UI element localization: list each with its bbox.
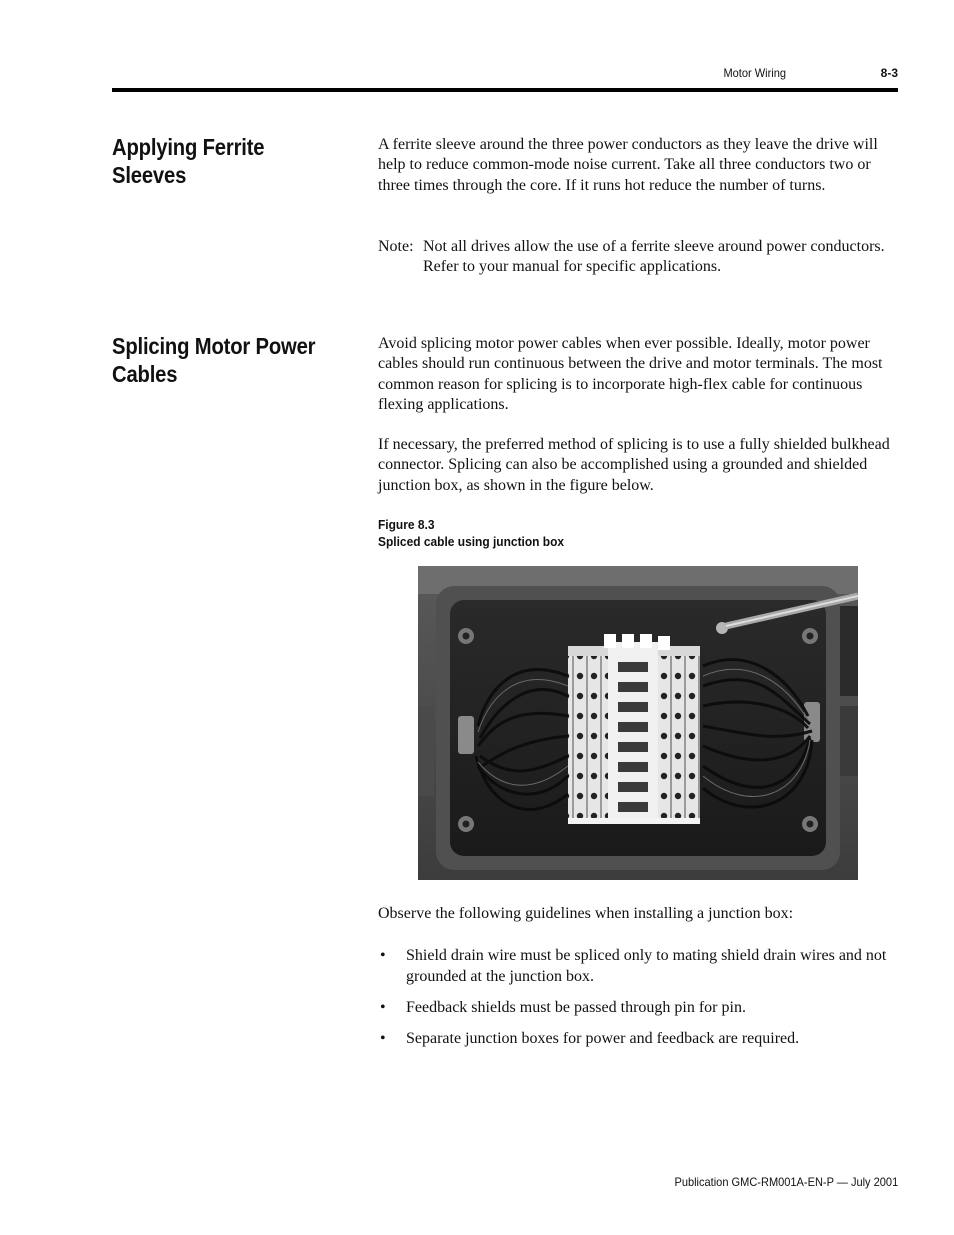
junction-box-photo bbox=[418, 566, 858, 880]
note bbox=[378, 237, 898, 278]
list-item-text: Feedback shields must be passed through pin for pin. bbox=[406, 999, 746, 1016]
page-number: 8-3 bbox=[880, 66, 898, 80]
header-rule bbox=[112, 88, 898, 92]
guidelines-list bbox=[378, 945, 898, 1059]
guidelines-intro: Observe the following guidelines when installing a junction box: bbox=[378, 905, 794, 922]
section-body-ferrite bbox=[378, 135, 898, 196]
figure-title: Spliced cable using junction box bbox=[378, 534, 565, 549]
paragraph: Avoid splicing motor power cables when ever possible. Ideally, motor power cables should run continuous between the drive and motor terminals. The most common reason for splicing is to incorporate high-flex cable for continuous flexing applications. bbox=[378, 335, 883, 413]
note-label: Note: bbox=[378, 238, 414, 255]
running-header-title: Motor Wiring bbox=[723, 66, 786, 80]
list-item bbox=[378, 997, 898, 1018]
bullet-glyph: • bbox=[380, 1030, 386, 1047]
bullet-glyph: • bbox=[380, 999, 386, 1016]
list-item-text: Separate junction boxes for power and feedback are required. bbox=[406, 1030, 800, 1047]
figure-caption bbox=[378, 516, 564, 550]
paragraph: A ferrite sleeve around the three power conductors as they leave the drive will help to reduce common-mode noise current. Take all three conductors two or three times through the core. If it runs hot reduce the number of turns. bbox=[378, 136, 878, 194]
publication-footer: Publication GMC-RM001A-EN-P — July 2001 bbox=[674, 1175, 898, 1189]
section-heading-ferrite: Applying Ferrite Sleeves bbox=[112, 134, 265, 188]
list-item bbox=[378, 945, 898, 987]
figure-number: Figure 8.3 bbox=[378, 517, 435, 532]
list-item bbox=[378, 1028, 898, 1049]
bullet-glyph: • bbox=[380, 947, 386, 964]
section-body-splicing bbox=[378, 334, 898, 496]
paragraph: If necessary, the preferred method of splicing is to use a fully shielded bulkhead connector. Splicing can also be accomplished using a grounded and shielded junction box, as shown in the figure below. bbox=[378, 436, 890, 494]
section-heading-splicing: Splicing Motor Power Cables bbox=[112, 333, 316, 387]
running-header bbox=[112, 64, 898, 86]
list-item-text: Shield drain wire must be spliced only to mating shield drain wires and not grounded at the junction box. bbox=[406, 947, 887, 985]
note-text: Not all drives allow the use of a ferrite sleeve around power conductors. Refer to your manual for specific applications. bbox=[423, 238, 885, 276]
